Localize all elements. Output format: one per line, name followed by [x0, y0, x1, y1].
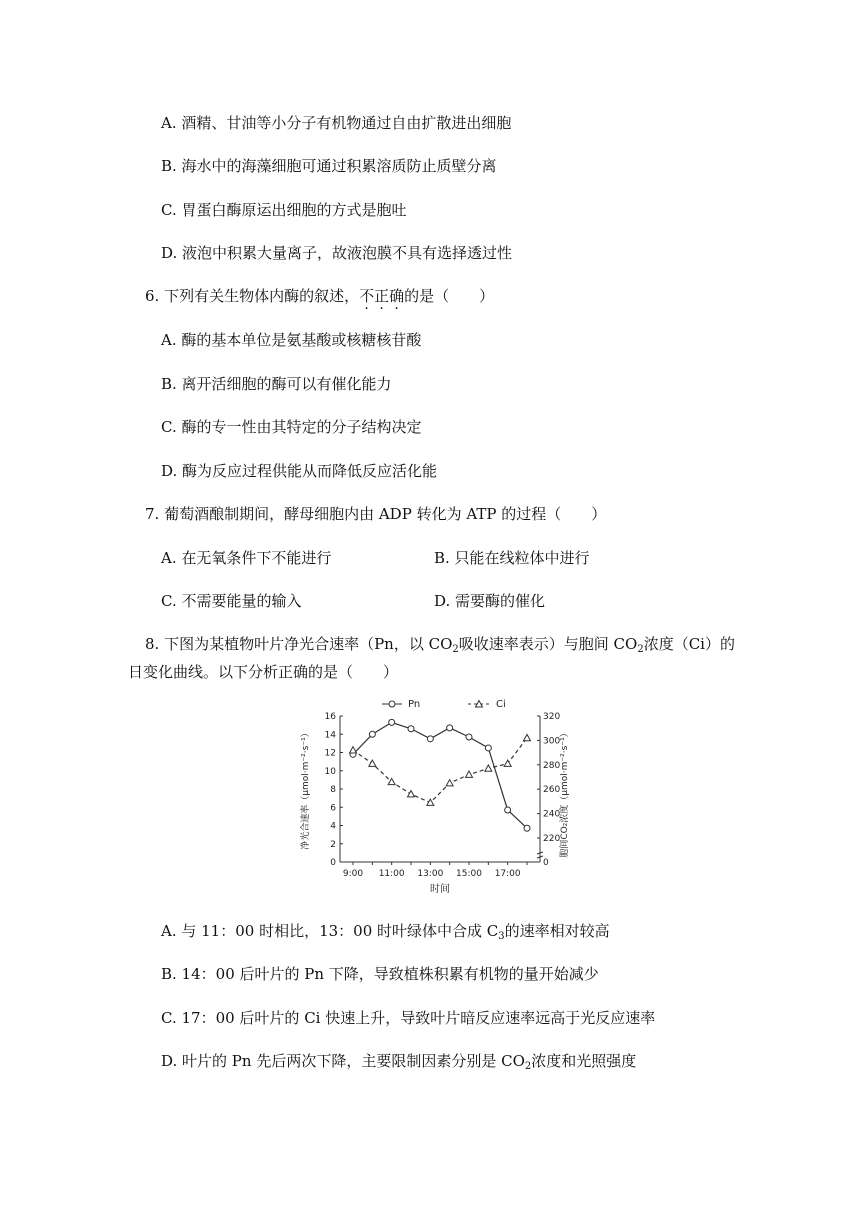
- ci-point: [466, 771, 473, 777]
- y-right-tick-label: 280: [543, 760, 561, 771]
- q5-option-a: A. 酒精、甘油等小分子有机物通过自由扩散进出细胞: [161, 114, 512, 132]
- ci-point: [427, 799, 434, 805]
- y-left-tick-label: 6: [330, 803, 336, 814]
- q5-option-d: D. 液泡中积累大量离子，故液泡膜不具有选择透过性: [161, 244, 513, 262]
- q6-emph-2: 正: [374, 287, 390, 305]
- x-tick-label: 13:00: [417, 869, 444, 879]
- x-tick-label: 9:00: [342, 869, 364, 879]
- pn-point: [447, 725, 453, 731]
- q8-option-a: [161, 921, 610, 947]
- q8-sub-2: 2: [637, 644, 644, 655]
- q6-emph-1: 不: [359, 287, 375, 305]
- pn-point: [524, 825, 530, 831]
- q8-stem-part1: 8. 下图为某植物叶片净光合速率（Pn，以 CO: [145, 635, 453, 653]
- q6-option-b: B. 离开活细胞的酶可以有催化能力: [161, 375, 392, 393]
- pn-point: [505, 807, 511, 813]
- q6-stem-before: 6. 下列有关生物体内酶的叙述，: [145, 287, 360, 305]
- q8-option-d: [161, 1051, 636, 1077]
- pn-point: [485, 745, 491, 751]
- q7-option-d: D. 需要酶的催化: [434, 592, 546, 610]
- x-tick-label: 15:00: [456, 869, 482, 879]
- y-right-tick-label: 300: [543, 736, 561, 747]
- y-right-tick-label: 220: [543, 834, 561, 844]
- q8-stem-line1: [145, 634, 735, 660]
- q8-option-d-sub: 2: [524, 1061, 532, 1072]
- q8-option-a-part2: 的速率相对较高: [504, 922, 610, 940]
- q8-stem-part2: 吸收速率表示）与胞间 CO: [458, 635, 638, 653]
- y-right-axis-title: 胞间CO₂浓度（μmol·m⁻²·s⁻¹）: [560, 728, 570, 858]
- q6-option-a: A. 酶的基本单位是氨基酸或核糖核苷酸: [161, 331, 422, 349]
- q6-stem: [145, 286, 494, 306]
- q8-option-d-part1: D. 叶片的 Pn 先后两次下降，主要限制因素分别是 CO: [161, 1052, 525, 1070]
- pn-point: [389, 719, 395, 725]
- q5-option-c: C. 胃蛋白酶原运出细胞的方式是胞吐: [161, 201, 407, 219]
- pn-point: [427, 736, 433, 742]
- y-left-tick-label: 16: [324, 712, 336, 722]
- y-left-tick-label: 4: [330, 821, 336, 832]
- q8-option-c: C. 17：00 后叶片的 Ci 快速上升，导致叶片暗反应速率远高于光反应速率: [161, 1009, 656, 1027]
- y-left-axis-title: 净光合速率（μmol·m⁻²·s⁻¹）: [301, 728, 311, 850]
- ci-point: [388, 778, 395, 784]
- q6-emph-3: 确: [389, 287, 405, 305]
- y-left-tick-label: 10: [324, 766, 336, 777]
- y-left-tick-label: 12: [324, 748, 336, 759]
- legend-pn-marker: [389, 701, 395, 707]
- q8-sub-1: 2: [452, 644, 459, 655]
- x-axis-title: 时间: [430, 884, 450, 895]
- q7-option-b: B. 只能在线粒体中进行: [434, 549, 590, 567]
- ci-point: [504, 760, 511, 766]
- legend-pn-label: Pn: [408, 699, 421, 710]
- pn-point: [408, 726, 414, 732]
- pn-ci-chart: [290, 694, 570, 900]
- y-left-tick-label: 0: [330, 858, 336, 868]
- series-line-ci: [353, 738, 527, 803]
- ci-point: [446, 780, 453, 786]
- ci-point: [350, 747, 357, 753]
- pn-point: [369, 731, 375, 737]
- y-left-tick-label: 2: [330, 839, 336, 850]
- y-left-tick-label: 8: [330, 785, 336, 795]
- ci-point: [369, 760, 376, 766]
- q6-option-d: D. 酶为反应过程供能从而降低反应活化能: [161, 462, 438, 480]
- q8-option-a-sub: 3: [498, 931, 505, 942]
- ci-point: [524, 734, 531, 740]
- q8-option-d-part2: 浓度和光照强度: [531, 1052, 637, 1070]
- q6-option-c: C. 酶的专一性由其特定的分子结构决定: [161, 418, 422, 436]
- y-right-tick-label: 240: [543, 809, 561, 820]
- q7-stem: 7. 葡萄酒酿制期间，酵母细胞内由 ADP 转化为 ATP 的过程（ ）: [145, 505, 607, 523]
- x-tick-label: 11:00: [378, 869, 405, 879]
- ci-point: [485, 765, 492, 771]
- y-right-tick-label: 260: [543, 785, 561, 796]
- y-right-tick-label: 320: [543, 712, 561, 722]
- series-line-pn: [353, 722, 527, 828]
- ci-point: [408, 791, 415, 797]
- q7-option-c: C. 不需要能量的输入: [161, 592, 302, 610]
- q7-option-a: A. 在无氧条件下不能进行: [161, 549, 332, 567]
- q8-stem-line2: 日变化曲线。以下分析正确的是（ ）: [128, 663, 399, 681]
- q8-option-b: B. 14：00 后叶片的 Pn 下降，导致植株积累有机物的量开始减少: [161, 965, 599, 983]
- y-left-tick-label: 14: [324, 730, 336, 741]
- x-tick-label: 17:00: [494, 869, 521, 879]
- y-right-tick-label: 0: [543, 858, 549, 868]
- q6-stem-after: 的是（ ）: [404, 287, 495, 305]
- q8-option-a-part1: A. 与 11：00 时相比，13：00 时叶绿体中合成 C: [161, 922, 499, 940]
- q5-option-b: B. 海水中的海藻细胞可通过积累溶质防止质壁分离: [161, 157, 497, 175]
- legend-ci-label: Ci: [496, 699, 506, 710]
- q8-stem-part3: 浓度（Ci）的: [643, 635, 735, 653]
- pn-point: [466, 734, 472, 740]
